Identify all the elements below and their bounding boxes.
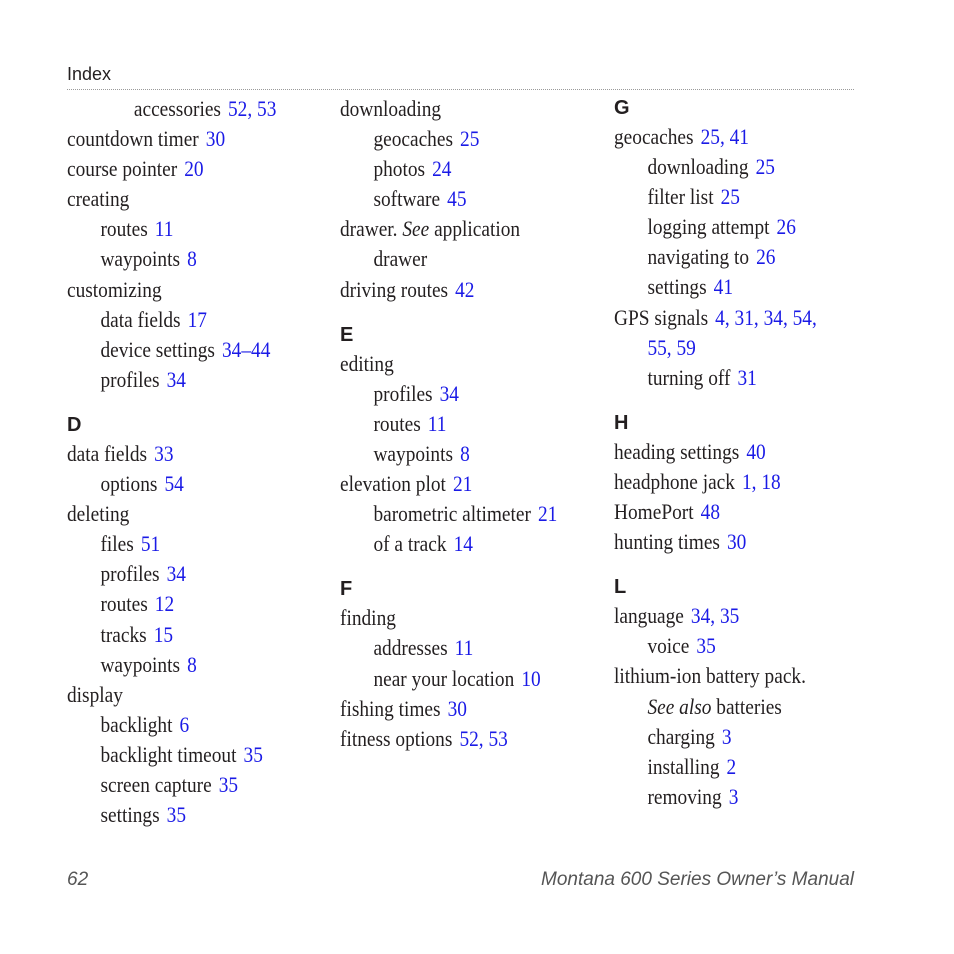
index-entry	[340, 724, 573, 754]
running-header: Index	[67, 64, 112, 84]
page-reference-link[interactable]: 42	[455, 276, 475, 302]
index-entry	[614, 122, 847, 152]
index-entry	[67, 740, 300, 770]
entry-term: of a track	[373, 531, 447, 557]
see-reference-label: See	[402, 216, 430, 242]
page-reference-link[interactable]: 1, 18	[741, 468, 781, 494]
index-entry	[67, 589, 300, 619]
entry-term: turning off	[647, 364, 731, 390]
header-divider	[67, 89, 854, 90]
entry-term: course pointer	[67, 156, 178, 182]
page-reference-link[interactable]: 8	[460, 440, 470, 466]
entry-term: routes	[100, 591, 148, 617]
entry-term: heading settings	[614, 438, 740, 464]
entry-term: GPS signals	[614, 304, 709, 330]
entry-term: charging	[647, 723, 715, 749]
page-reference-link[interactable]: 34	[439, 380, 459, 406]
page-reference-link[interactable]: 14	[453, 531, 473, 557]
page-reference-link[interactable]: 35	[166, 802, 187, 828]
index-entry	[67, 469, 300, 499]
entry-term: creating	[67, 186, 130, 212]
page-reference-link[interactable]: 21	[537, 501, 558, 527]
index-letter-heading: D	[67, 413, 82, 436]
entry-term: backlight timeout	[100, 741, 237, 767]
entry-term: barometric altimeter	[373, 501, 531, 527]
entry-term: tracks	[100, 621, 147, 647]
entry-term: files	[100, 531, 134, 557]
index-entry	[67, 680, 300, 710]
entry-term: countdown timer	[67, 126, 199, 152]
index-entry	[614, 661, 847, 691]
entry-term: drawer	[373, 246, 428, 272]
index-entry	[340, 409, 573, 439]
entry-term: settings	[100, 802, 160, 828]
page-reference-link[interactable]: 6	[179, 711, 190, 737]
page-reference-link[interactable]: 40	[746, 438, 766, 464]
entry-term: downloading	[340, 96, 442, 121]
index-entry	[340, 124, 573, 154]
index-entry	[67, 800, 300, 830]
index-entry	[614, 242, 847, 272]
index-entry	[67, 335, 300, 365]
page-reference-link[interactable]: 54	[164, 471, 184, 497]
index-entry	[67, 154, 300, 184]
index-entry	[67, 124, 300, 154]
page-reference-link[interactable]: 11	[154, 216, 174, 242]
index-entry	[67, 244, 300, 274]
index-entry	[614, 601, 847, 631]
page-reference-link[interactable]: 25	[460, 126, 480, 152]
index-entry	[614, 363, 847, 393]
entry-term: hunting times	[614, 529, 720, 555]
entry-term: headphone jack	[614, 468, 735, 494]
entry-term: photos	[373, 156, 426, 182]
index-entry	[614, 782, 847, 812]
page-reference-link[interactable]: 35	[696, 633, 716, 659]
entry-term: lithium-ion battery pack.	[614, 663, 806, 689]
page-reference-link[interactable]: 41	[713, 274, 734, 300]
index-entry	[614, 182, 847, 212]
page-reference-link[interactable]: 51	[140, 531, 161, 557]
index-entry	[614, 692, 847, 722]
entry-term: elevation plot	[340, 471, 446, 497]
see-reference-label: See also	[647, 693, 712, 719]
entry-term: display	[67, 681, 123, 707]
entry-term: routes	[100, 216, 148, 242]
index-entry	[67, 770, 300, 800]
page-reference-link[interactable]: 34–44	[222, 336, 271, 362]
entry-term: geocaches	[373, 126, 453, 152]
index-letter-heading: F	[340, 578, 353, 601]
page-reference-link[interactable]: 24	[432, 156, 452, 182]
entry-term: fishing times	[340, 695, 441, 721]
page-reference-link[interactable]: 8	[187, 246, 197, 272]
page-reference-link[interactable]: 33	[154, 440, 174, 466]
index-letter-heading: E	[340, 323, 354, 346]
index-entry	[614, 303, 847, 333]
entry-term: downloading	[647, 154, 749, 180]
page-reference-link[interactable]: 35	[218, 771, 239, 797]
entry-term: backlight	[100, 711, 173, 737]
see-reference-target: batteries	[716, 693, 782, 719]
index-entry	[67, 710, 300, 740]
index-entry	[614, 212, 847, 242]
index-entry	[67, 94, 300, 124]
entry-term: finding	[340, 605, 396, 631]
entry-term: driving routes	[340, 276, 449, 302]
page-reference-link[interactable]: 30	[205, 126, 226, 152]
index-column-3	[614, 94, 879, 812]
entry-term: logging attempt	[647, 214, 770, 240]
page-reference-link[interactable]: 34	[166, 366, 186, 392]
entry-term: profiles	[100, 561, 160, 587]
index-entry	[67, 559, 300, 589]
page-reference-link[interactable]: 48	[700, 499, 720, 525]
index-entry	[340, 664, 573, 694]
index-letter-heading: L	[614, 576, 627, 599]
index-entry	[614, 152, 847, 182]
index-entry	[614, 333, 847, 363]
index-letter-heading: H	[614, 411, 629, 434]
page-reference-link[interactable]: 26	[776, 214, 796, 240]
entry-term: waypoints	[100, 651, 181, 677]
entry-term: options	[100, 471, 158, 497]
index-entry	[67, 305, 300, 335]
page-reference-link[interactable]: 8	[187, 651, 197, 677]
entry-term: customizing	[67, 276, 162, 302]
entry-term: geocaches	[614, 124, 694, 149]
page-reference-link[interactable]: 52, 53	[459, 725, 508, 751]
index-entry	[340, 694, 573, 724]
index-entry	[67, 439, 300, 469]
index-entry	[340, 349, 573, 379]
index-entry	[67, 214, 300, 244]
entry-term: voice	[647, 633, 690, 659]
entry-term: profiles	[100, 366, 160, 392]
index-entry	[614, 437, 847, 467]
entry-term: addresses	[373, 635, 448, 661]
page-reference-link[interactable]: 34	[166, 561, 186, 587]
index-entry	[67, 650, 300, 680]
index-entry	[67, 275, 300, 305]
page-reference-link[interactable]: 10	[521, 665, 541, 691]
page-reference-link[interactable]: 35	[243, 741, 263, 767]
index-entry	[340, 214, 573, 244]
index-entry	[67, 529, 300, 559]
page-reference-link[interactable]: 45	[447, 186, 467, 212]
page-reference-link[interactable]: 31	[737, 364, 757, 390]
index-entry	[67, 620, 300, 650]
entry-term: language	[614, 603, 684, 629]
index-entry	[614, 722, 847, 752]
entry-term: waypoints	[373, 440, 454, 466]
index-entry	[614, 631, 847, 661]
page-reference-link[interactable]: 17	[187, 306, 207, 332]
page-reference-link[interactable]: 34, 35	[690, 603, 740, 629]
page-number: 62	[67, 869, 89, 890]
see-reference-target: application	[434, 216, 521, 242]
entry-term: fitness options	[340, 725, 453, 751]
index-entry	[614, 497, 847, 527]
index-entry	[340, 469, 573, 499]
index-column-2	[340, 94, 605, 754]
entry-term: editing	[340, 350, 394, 376]
index-entry	[67, 365, 300, 395]
entry-term: navigating to	[647, 244, 750, 270]
page-reference-link[interactable]: 15	[153, 621, 174, 647]
index-entry	[67, 184, 300, 214]
index-entry	[340, 184, 573, 214]
entry-term: deleting	[67, 501, 130, 527]
entry-term: profiles	[373, 380, 433, 406]
entry-term: accessories	[133, 96, 221, 121]
entry-term: settings	[647, 274, 707, 300]
page-reference-link[interactable]: 30	[447, 695, 467, 721]
entry-term: removing	[647, 783, 722, 809]
page-reference-link[interactable]: 25	[720, 184, 740, 210]
index-entry	[340, 633, 573, 663]
entry-term: filter list	[647, 184, 714, 210]
page-reference-link[interactable]: 25	[755, 154, 775, 180]
index-entry	[340, 275, 573, 305]
index-entry	[614, 272, 847, 302]
entry-term: near your location	[373, 665, 515, 691]
page-reference-link[interactable]: 52, 53	[227, 96, 277, 121]
index-entry	[614, 527, 847, 557]
index-entry	[340, 244, 573, 274]
index-entry	[340, 94, 573, 124]
entry-term: software	[373, 186, 441, 212]
index-entry	[340, 379, 573, 409]
page-reference-link[interactable]: 2	[726, 753, 737, 779]
index-entry	[340, 439, 573, 469]
entry-term: routes	[373, 410, 421, 436]
page-reference-link[interactable]: 3	[721, 723, 732, 749]
page-reference-link[interactable]: 4, 31, 34, 54,	[715, 304, 817, 330]
page-reference-link[interactable]: 25, 41	[700, 124, 749, 149]
page-reference-link[interactable]: 21	[452, 471, 473, 497]
page-reference-link[interactable]: 11	[454, 635, 474, 661]
entry-term: data fields	[100, 306, 181, 332]
entry-term: HomePort	[614, 499, 694, 525]
page-reference-link[interactable]: 30	[726, 529, 747, 555]
manual-title: Montana 600 Series Owner’s Manual	[541, 869, 854, 890]
index-entry	[340, 499, 573, 529]
index-entry	[614, 467, 847, 497]
index-entry	[614, 752, 847, 782]
index-entry	[67, 499, 300, 529]
page-reference-link[interactable]: 12	[154, 591, 175, 617]
index-entry	[340, 154, 573, 184]
entry-term: data fields	[67, 440, 148, 466]
page-reference-link[interactable]: 11	[427, 410, 447, 436]
index-entry	[340, 529, 573, 559]
page-reference-link[interactable]: 3	[728, 783, 739, 809]
entry-term: waypoints	[100, 246, 181, 272]
page-reference-link[interactable]: 20	[184, 156, 204, 182]
page-reference-link[interactable]: 55, 59	[647, 334, 696, 360]
index-entry	[340, 603, 573, 633]
index-column-1	[67, 94, 332, 830]
entry-term: installing	[647, 753, 720, 779]
index-letter-heading: G	[614, 97, 630, 119]
entry-term: device settings	[100, 336, 215, 362]
page-reference-link[interactable]: 26	[756, 244, 776, 270]
entry-term: screen capture	[100, 771, 212, 797]
entry-term: drawer.	[340, 216, 398, 242]
